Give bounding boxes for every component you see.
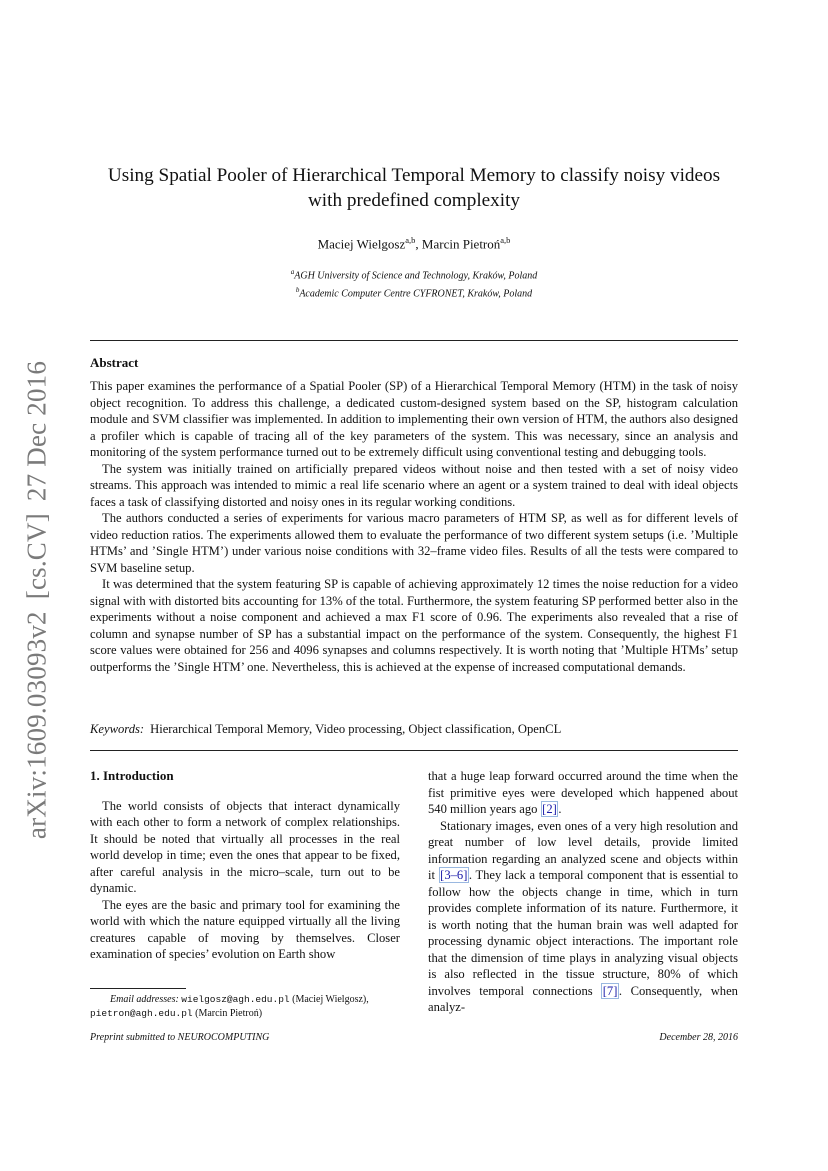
body-paragraph: The world consists of objects that interact dynamically with each other to form a network of complex relationships. It should be noted that virtually all processes in the real world develop in time; even the ones that appear to be fixed, after careful analysis in the micro–scale, turn out to be dynamic. — [90, 798, 400, 895]
bottom-divider — [90, 750, 738, 751]
affil-text: Academic Computer Centre CYFRONET, Kraków, Poland — [299, 288, 533, 300]
author-separator: , — [415, 236, 422, 252]
keywords-label: Keywords: — [90, 722, 145, 736]
citation-link[interactable]: [2] — [542, 802, 557, 816]
body-paragraph — [428, 768, 738, 818]
affiliation-list — [90, 265, 738, 302]
title-line-2: with predefined complexity — [307, 190, 521, 211]
affil-mark: a — [290, 268, 295, 276]
body-paragraph: The eyes are the basic and primary tool for examining the world with which the nature equipped virtually all the living creatures capable of moving by themselves. Closer examination of species’ evolution on Earth show — [90, 897, 400, 961]
author-name: Maciej Wielgosz — [317, 236, 406, 252]
footer-journal: Preprint submitted to NEUROCOMPUTING — [90, 1032, 270, 1043]
email-link[interactable]: pietron@agh.edu.pl — [90, 1008, 193, 1019]
author-list — [90, 235, 738, 252]
title-line-1: Using Spatial Pooler of Hierarchical Temporal Memory to classify noisy videos — [107, 165, 721, 186]
keywords-text: Hierarchical Temporal Memory, Video processing, Object classification, OpenCL — [150, 722, 562, 736]
affiliation — [90, 265, 738, 283]
footnote-divider — [90, 988, 186, 989]
abstract-paragraph: The authors conducted a series of experiments for various macro parameters of HTM SP, as well as for different levels of video reduction ratios. The experiments allowed them to evaluate the performance of two different system setups (i.e. ’Multiple HTMs’ and ’Single HTM’) under various noise conditions with 32–frame video files. Results of all the tests were compared to SVM baseline setup. — [90, 511, 738, 575]
abstract-heading: Abstract — [90, 355, 139, 370]
affil-mark: b — [295, 286, 300, 295]
footer-date: December 28, 2016 — [659, 1032, 738, 1043]
affiliation — [90, 283, 738, 301]
footnote-name: (Maciej Wielgosz), — [289, 994, 369, 1005]
right-column — [428, 768, 738, 1016]
abstract-paragraph: The system was initially trained on artificially prepared videos without noise and then tested with a set of noisy video streams. This approach was intended to mimic a real life scenario where an agent or a system trained to deal with ideal objects faces a task of classifying distorted and noisy ones in its regular working conditions. — [90, 461, 738, 509]
footnote — [90, 993, 400, 1021]
left-column — [90, 768, 400, 963]
arxiv-id: arXiv:1609.03093v2 — [21, 611, 52, 840]
author-name: Marcin Pietroń — [421, 236, 501, 252]
body-text: that a huge leap forward occurred around the time when the fist primitive eyes were developed which happened about 540 million years ago — [428, 769, 738, 816]
abstract-body — [90, 378, 738, 675]
paper-title — [90, 163, 738, 213]
affil-text: AGH University of Science and Technology, Kraków, Poland — [294, 270, 538, 282]
citation-link[interactable]: [3–6] — [440, 868, 468, 882]
arxiv-sidebar-stamp — [22, 355, 53, 845]
footnote-label: Email addresses: — [110, 994, 179, 1005]
section-heading: 1. Introduction — [90, 768, 174, 783]
body-text: . Consequently, when analyz- — [428, 983, 738, 1014]
body-text: Stationary images, even ones of a very high resolution and great number of low level details, provide limited information regarding an analyzed scene and objects within it — [428, 818, 738, 882]
arxiv-category: [cs.CV] — [21, 513, 52, 600]
keywords-line — [90, 722, 738, 737]
body-text: . They lack a temporal component that is essential to follow how the objects change in time, which in turn provides complete information of its nature. Furthermore, it is worth noting that the human brain was well adapted for processing dynamic object interactions. The important role that the dimension of time plays in analyzing visual objects is also reflected in the tissue structure, 80% of which involves temporal connections — [428, 868, 738, 998]
arxiv-date: 27 Dec 2016 — [21, 360, 52, 502]
top-divider — [90, 340, 738, 341]
author-affil-mark: a,b — [500, 235, 511, 245]
author-affil-mark: a,b — [405, 235, 416, 245]
body-text: . — [558, 802, 562, 816]
footnote-name: (Marcin Pietroń) — [192, 1008, 263, 1019]
abstract-paragraph: This paper examines the performance of a Spatial Pooler (SP) of a Hierarchical Temporal Memory (HTM) in the task of noisy object recognition. To address this challenge, a dedicated custom-designed system based on the SP, histogram calculation module and SVM classifier was implemented. In addition to implementing their own version of HTM, the authors also designed a profiler which is capable of tracing all of the key parameters of the system. This was necessary, since an analysis and monitoring of the system performance turned out to be extremely difficult using conventional testing and debugging tools. — [90, 379, 738, 459]
abstract-paragraph: It was determined that the system featuring SP is capable of achieving approximately 12 times the noise reduction for a video signal with with distorted bits accounting for 13% of the total. Furthermore, the system featuring SP performed better also in the experiments without a noise component and achieved a max F1 score of 0.96. The experiments also revealed that a rise of column and synapse number of SP has a substantial impact on the performance of the system. Consequently, the highest F1 score values were obtained for 256 and 4096 synapses and columns respectively. It is worth noting that ’Multiple HTMs’ setup outperforms the ’Single HTM’ one. Nevertheless, this is achieved at the expense of increased computational demands. — [90, 577, 738, 674]
citation-link[interactable]: [7] — [602, 983, 618, 998]
body-paragraph — [428, 818, 738, 1016]
email-link[interactable]: wielgosz@agh.edu.pl — [181, 994, 290, 1005]
